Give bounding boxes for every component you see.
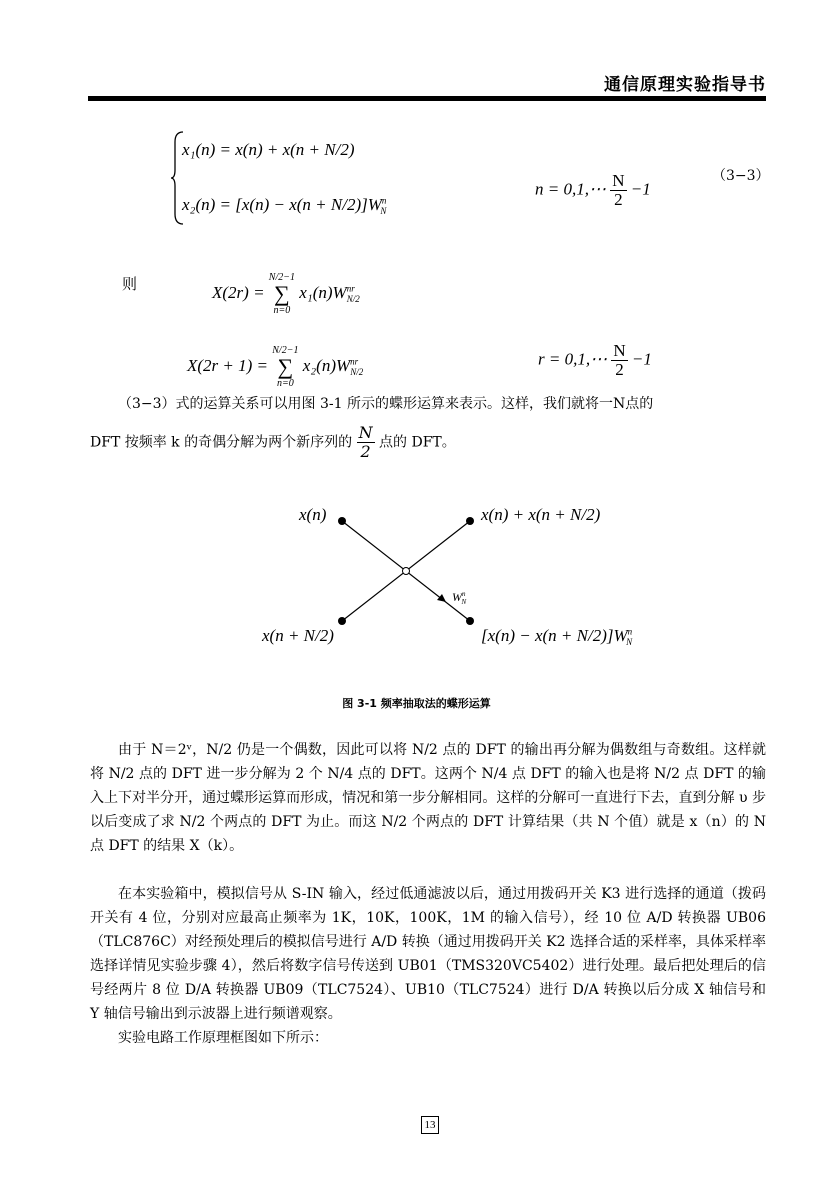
twiddle-label: $W^n_N$ <box>452 590 467 607</box>
paragraph-1-line-2: DFT 按频率 k 的奇偶分解为两个新序列的 $\frac{N}{2}$ 点的 DFT。 <box>90 423 456 461</box>
then-label: 则 <box>122 275 138 293</box>
equation-X2r: X(2r) = N/2−1 ∑ n=0 $x_1(n)W^{nr}_{N/2}$ <box>212 272 360 316</box>
input-node-top <box>338 517 346 525</box>
document-header-title: 通信原理实验指导书 <box>604 75 766 95</box>
paragraph-4: 实验电路工作原理框图如下所示： <box>118 1030 328 1046</box>
butterfly-output-top: x(n) + x(n + N/2) <box>481 505 601 524</box>
paragraph-1-line-1: （3−3）式的运算关系可以用图 3-1 所示的蝶形运算来表示。这样，我们就将一N点的 <box>118 396 654 412</box>
equation-x1: x₁(n) = x(n) + x(n + N/2) <box>182 140 355 159</box>
butterfly-output-bottom: $[x(n) - x(n + N/2)]W^n_N$ <box>481 626 633 648</box>
page-number: 13 <box>421 1116 439 1134</box>
output-node-top <box>466 517 474 525</box>
n-range: n = 0,1,⋯ $\frac{N}{2}$ −1 <box>535 171 651 209</box>
equation-X2r1: X(2r + 1) = N/2−1 ∑ n=0 $x_2(n)W^{nr}_{N/2}$ <box>187 345 364 389</box>
r-range: r = 0,1,⋯ $\frac{N}{2}$ −1 <box>538 341 652 379</box>
junction-node <box>403 568 410 575</box>
twiddle-arrow <box>437 594 446 602</box>
equation-number: （3−3） <box>712 168 770 184</box>
butterfly-input-top: x(n) <box>299 505 327 524</box>
butterfly-input-bottom: x(n + N/2) <box>262 626 334 645</box>
equation-x2: $x_2(n) = [x(n) - x(n + N/2)]W^n_N$ <box>182 195 387 217</box>
figure-caption: 图 3-1 频率抽取法的蝶形运算 <box>342 697 491 710</box>
paragraph-2: 由于 N＝2ᵛ，N/2 仍是一个偶数，因此可以将 N/2 点的 DFT 的输出再分解为偶数组与奇数组。这样就将 N/2 点的 DFT 进一步分解为 2 个 N/4 点的 DFT。这两个 N/4 点 DFT 的输入也是将 N/2 点 DFT 的输入上下对半分开，通过蝶形运算而形成，情况和第一步分解相同。这样的分解可一直进行下去，直到分解 υ 步以后变成了求 N/2 个两点的 DFT 为止。而这 N/2 个两点的 DFT 计算结果（共 N 个值）就是 x（n）的 N 点 DFT 的结果 X（k）。 <box>90 742 766 854</box>
input-node-bottom <box>338 617 346 625</box>
paragraph-3: 在本实验箱中，模拟信号从 S-IN 输入，经过低通滤波以后，通过用拨码开关 K3 进行选择的通道（拨码开关有 4 位，分别对应最高止频率为 1K，10K，100K，1M 的输入信号），经 10 位 A/D 转换器 UB06（TLC876C）对经预处理后的模拟信号进行 A/D 转换（通过用拨码开关 K2 选择合适的采样率，具体采样率选择详情见实验步骤 4），然后将数字信号传送到 UB01（TMS320VC5402）进行处理。最后把处理后的信号经两片 8 位 D/A 转换器 UB09（TLC7524）、UB10（TLC7524）进行 D/A 转换以后分成 X 轴信号和 Y 轴信号输出到示波器上进行频谱观察。 <box>90 886 766 1022</box>
output-node-bottom <box>466 617 474 625</box>
